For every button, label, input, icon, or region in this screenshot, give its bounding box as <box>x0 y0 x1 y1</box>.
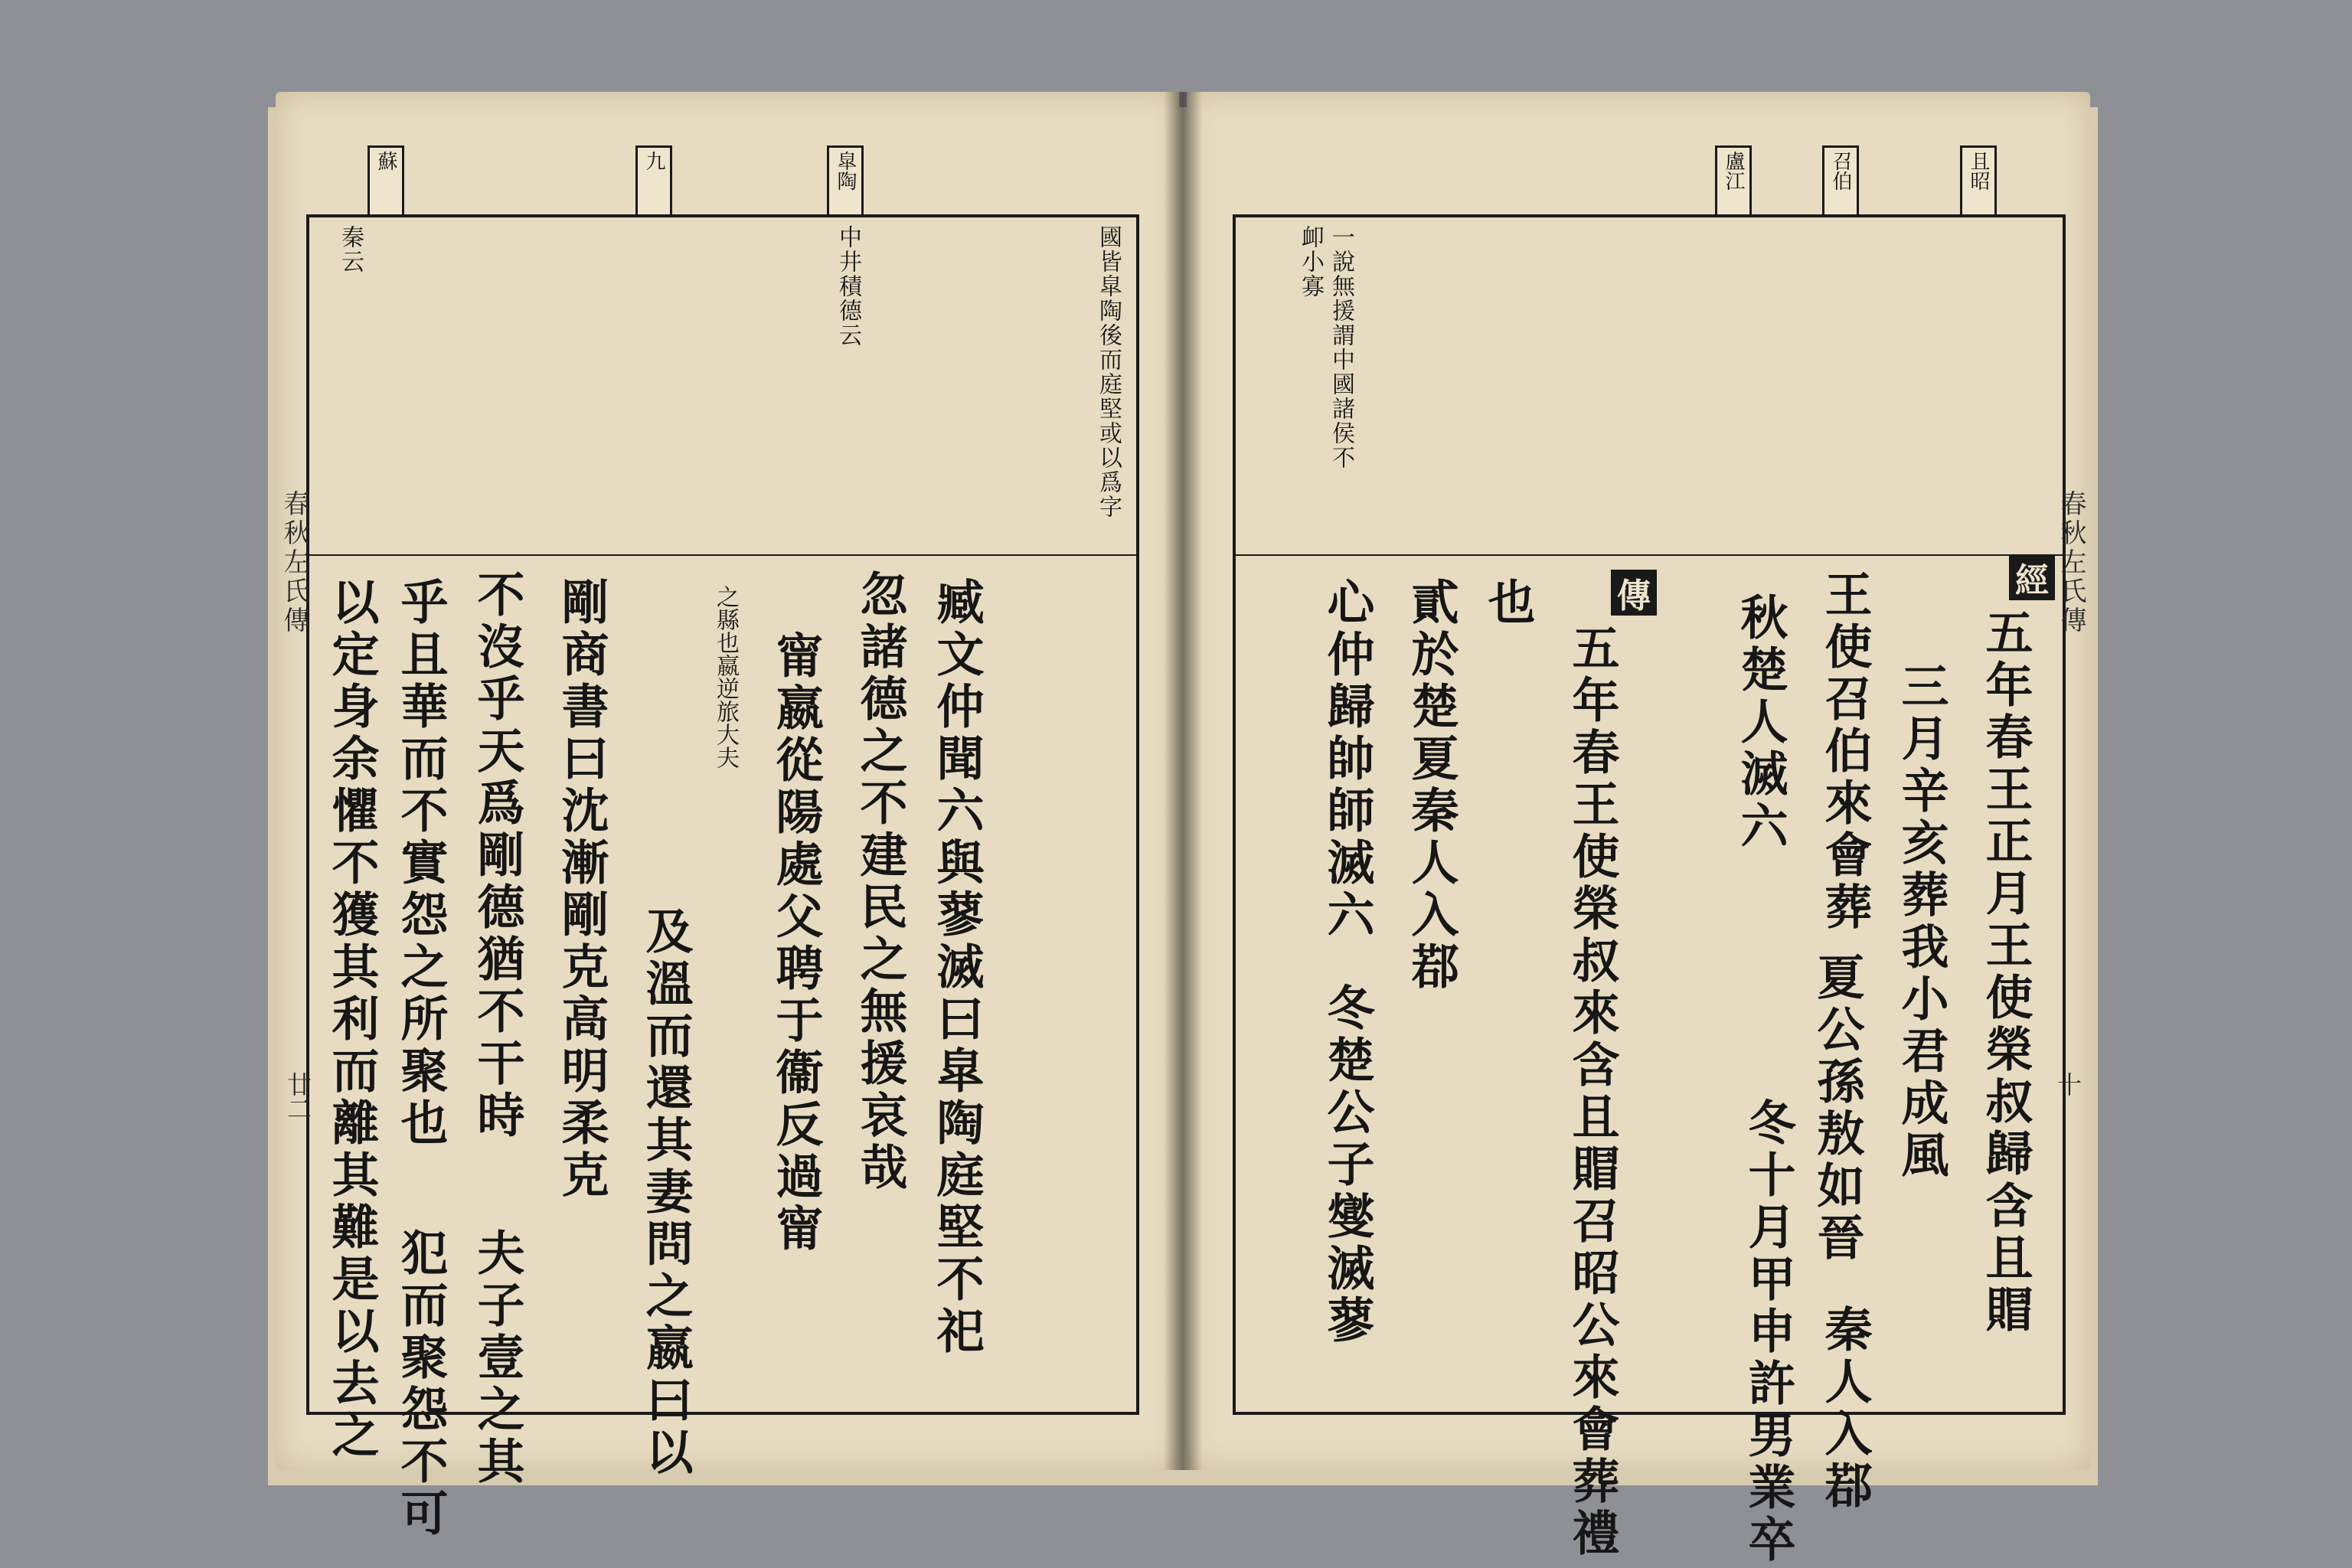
main-column: 秋楚人滅六 <box>1733 593 1788 853</box>
right-text-frame <box>1233 214 2066 1566</box>
upper-column: 國皆皐陶後而庭堅或以爲字 <box>1095 225 1122 519</box>
upper-column: 中井積德云 <box>835 225 861 348</box>
upper-column: 卹小寡 <box>1297 225 1324 299</box>
main-column: 剛商書曰沈漸剛克高明柔克 <box>554 577 609 1202</box>
main-column: 犯而聚怨不可 <box>393 1228 449 1540</box>
left-upper-register <box>309 217 1136 556</box>
book-gutter <box>1164 92 1202 1470</box>
main-column: 乎且華而不實怨之所聚也 <box>393 577 449 1150</box>
main-column: 忽諸德之不建民之無援哀哉 <box>852 570 908 1194</box>
main-column: 冬楚公子燮滅蓼 <box>1319 983 1375 1348</box>
right-head-box-1 <box>1960 145 1997 217</box>
left-head-box-1 <box>368 145 404 217</box>
main-column: 秦人入鄀 <box>1817 1305 1873 1513</box>
head-box-text: 召伯 <box>1829 151 1852 191</box>
upper-column: 秦云 <box>337 225 364 274</box>
head-box-text: 九 <box>642 151 665 171</box>
head-box-text: 且昭 <box>1967 151 1990 191</box>
right-head-box-2 <box>1822 145 1859 217</box>
left-head-box-2 <box>635 145 672 217</box>
main-column: 以定身余懼不獲其利而離其難是以去之 <box>324 577 380 1462</box>
note-column: 之縣也嬴逆旅大夫 <box>712 585 739 769</box>
right-folio: 十 <box>2053 1072 2082 1096</box>
right-margin-title: 春秋左氏傳 <box>2056 490 2086 635</box>
upper-column: 一說無援謂中國諸侯不 <box>1328 225 1354 470</box>
main-column: 甯嬴從陽處父聘于衞反過甯 <box>768 631 824 1256</box>
left-page <box>276 92 1179 1540</box>
main-column: 不沒乎天爲剛德猶不干時 <box>469 570 525 1142</box>
main-column: 冬十月甲申許男業卒 <box>1740 1098 1796 1566</box>
right-page <box>1187 92 2090 1566</box>
head-box-text: 皐陶 <box>834 151 857 191</box>
left-margin-title: 春秋左氏傳 <box>279 490 309 635</box>
commentary-marker: 傳 <box>1611 570 1657 616</box>
main-column: 夫子壹之其 <box>469 1228 525 1488</box>
main-column: 及溫而還其妻問之嬴曰以 <box>638 906 694 1479</box>
right-head-box-3 <box>1715 145 1752 217</box>
main-column: 三月辛亥葬我小君成風 <box>1893 662 1949 1182</box>
main-column: 貳於楚夏秦人入鄀 <box>1403 577 1459 994</box>
right-upper-register <box>1236 217 2063 556</box>
main-column: 夏公孫敖如晉 <box>1809 952 1865 1265</box>
main-column: 五年春王使榮叔來含且賵召昭公來會葬禮 <box>1564 623 1620 1560</box>
main-column: 心仲歸帥師滅六 <box>1319 577 1375 942</box>
open-book <box>276 92 2090 1566</box>
main-column: 五年春王正月王使榮叔歸含且賵 <box>1978 608 2034 1337</box>
head-box-text: 蘇 <box>374 151 397 171</box>
head-box-text: 盧江 <box>1722 151 1745 191</box>
left-folio: 廿二 <box>283 1072 312 1121</box>
classic-marker: 經 <box>2009 554 2055 600</box>
main-column: 臧文仲聞六與蓼滅曰皐陶庭堅不祀 <box>929 577 985 1358</box>
main-column: 王使召伯來會葬 <box>1817 570 1873 934</box>
left-text-frame <box>306 214 1139 1540</box>
main-column: 也 <box>1480 577 1536 629</box>
left-head-box-3 <box>827 145 864 217</box>
